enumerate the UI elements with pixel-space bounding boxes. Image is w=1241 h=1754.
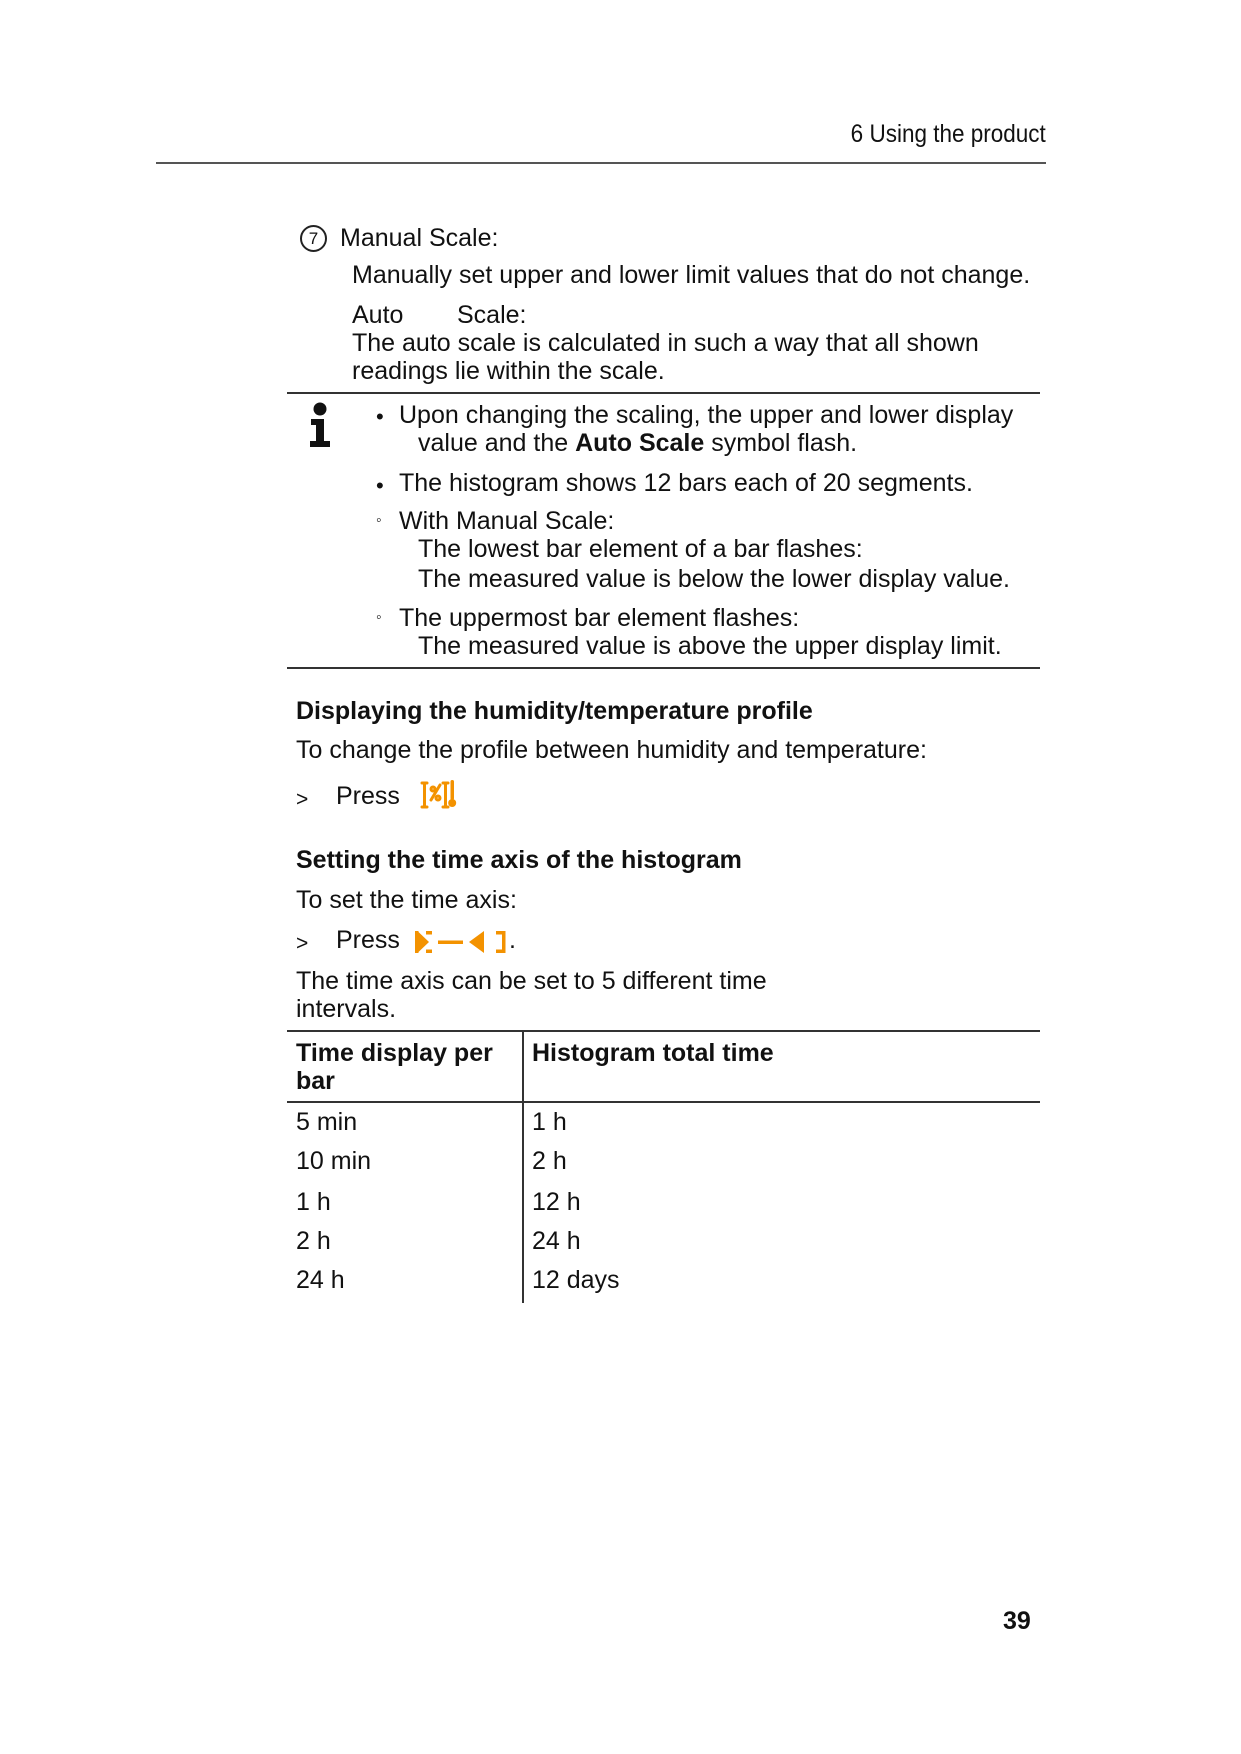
bullet-circle: ◦ xyxy=(376,512,382,529)
table-cell-total: 1 h xyxy=(532,1108,567,1136)
header-rule xyxy=(156,162,1046,164)
info-bullet-3-line-1: The lowest bar element of a bar flashes: xyxy=(418,535,863,563)
profile-intro: To change the profile between humidity and temperature: xyxy=(296,736,927,764)
table-column-divider xyxy=(522,1031,524,1303)
auto-scale-label-auto: Auto xyxy=(352,301,404,329)
auto-scale-description-line-1: The auto scale is calculated in such a way that all shown xyxy=(352,329,979,357)
time-axis-intro: To set the time axis: xyxy=(296,886,517,914)
table-cell-total: 24 h xyxy=(532,1227,581,1255)
info-bullet-1-line-1: Upon changing the scaling, the upper and lower display xyxy=(399,401,1014,429)
info-bullet-1-line-2: value and the Auto Scale symbol flash. xyxy=(418,429,858,457)
section-heading-time-axis: Setting the time axis of the histogram xyxy=(296,846,742,874)
info-bullet-2: The histogram shows 12 bars each of 20 segments. xyxy=(399,469,973,497)
time-axis-note-line-2: intervals. xyxy=(296,995,397,1023)
bullet-dot: • xyxy=(376,473,384,498)
auto-scale-label-scale: Scale: xyxy=(457,301,527,329)
info-box-bottom-rule xyxy=(287,667,1040,669)
bullet-circle: ◦ xyxy=(376,609,382,626)
page-number: 39 xyxy=(1003,1607,1031,1635)
humidity-temperature-toggle-icon[interactable] xyxy=(418,778,458,812)
section-heading-profile: Displaying the humidity/temperature profile xyxy=(296,697,813,725)
info-icon xyxy=(305,402,335,448)
time-axis-icon[interactable] xyxy=(413,928,513,956)
table-header-per-bar-line-1: Time display per xyxy=(296,1039,493,1067)
time-axis-note-line-1: The time axis can be set to 5 different time xyxy=(296,967,767,995)
table-cell-per-bar: 10 min xyxy=(296,1147,372,1175)
auto-scale-description-line-2: readings lie within the scale. xyxy=(352,357,665,385)
table-cell-per-bar: 5 min xyxy=(296,1108,358,1136)
step-marker: > xyxy=(296,932,309,955)
info-box-top-rule xyxy=(287,392,1040,394)
table-cell-total: 12 days xyxy=(532,1266,620,1294)
manual-scale-description: Manually set upper and lower limit values that do not change. xyxy=(352,261,1031,289)
time-axis-step-period: . xyxy=(509,926,516,954)
table-cell-per-bar: 1 h xyxy=(296,1188,331,1216)
table-header-per-bar-line-2: bar xyxy=(296,1067,335,1095)
info-bullet-4-line-1: The measured value is above the upper display limit. xyxy=(418,632,1002,660)
table-header-total-time: Histogram total time xyxy=(532,1039,774,1067)
table-header-rule xyxy=(287,1101,1040,1103)
table-cell-total: 12 h xyxy=(532,1188,581,1216)
profile-step-press: Press xyxy=(336,782,400,810)
info-bullet-4-title: The uppermost bar element flashes: xyxy=(399,604,800,632)
table-cell-per-bar: 2 h xyxy=(296,1227,331,1255)
table-cell-total: 2 h xyxy=(532,1147,567,1175)
bullet-dot: • xyxy=(376,404,384,429)
table-cell-per-bar: 24 h xyxy=(296,1266,345,1294)
info-bullet-3-line-2: The measured value is below the lower display value. xyxy=(418,565,1010,593)
table-top-rule xyxy=(287,1030,1040,1032)
time-axis-step-press: Press xyxy=(336,926,400,954)
header-title: 6 Using the product xyxy=(850,120,1046,148)
legend-number-circle: 7 xyxy=(300,225,327,252)
info-bullet-3-title: With Manual Scale: xyxy=(399,507,615,535)
manual-scale-label: Manual Scale: xyxy=(340,224,499,252)
step-marker: > xyxy=(296,788,309,811)
